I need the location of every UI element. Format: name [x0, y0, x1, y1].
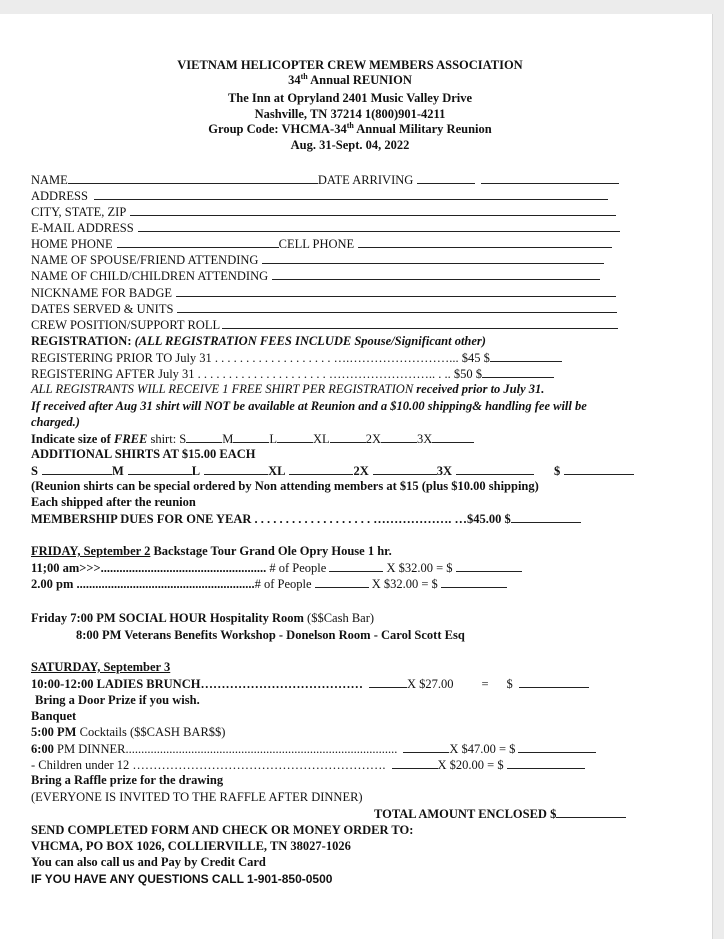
phone-row: HOME PHONE CELL PHONE	[31, 236, 612, 252]
size-2x-blank[interactable]	[381, 431, 417, 443]
credit-card-note: You can also call us and Pay by Credit Card	[31, 855, 266, 869]
cell-phone-blank[interactable]	[358, 236, 612, 248]
city-line: Nashville, TN 37214 1(800)901-4211	[254, 107, 446, 121]
raffle-prize-note: Bring a Raffle prize for the drawing	[31, 773, 224, 787]
crew-position-row: CREW POSITION/SUPPORT ROLL	[31, 317, 618, 333]
dinner-total-blank[interactable]	[518, 741, 596, 753]
tour-1100-total-blank[interactable]	[456, 560, 522, 572]
each-shipped-note: Each shipped after the reunion	[31, 495, 196, 509]
questions-note: IF YOU HAVE ANY QUESTIONS CALL 1-901-850-0500	[31, 872, 333, 886]
city-blank[interactable]	[130, 204, 616, 216]
cocktails-row: 5:00 PM Cocktails ($$CASH BAR$$)	[31, 725, 226, 739]
date-arriving-blank-2[interactable]	[481, 172, 619, 184]
home-phone-blank[interactable]	[117, 236, 279, 248]
add-2x-blank[interactable]	[373, 463, 437, 475]
free-shirt-size-row: Indicate size of FREE shirt: S M L XL 2X 3X	[31, 431, 474, 447]
membership-dues-row: MEMBERSHIP DUES FOR ONE YEAR . . . . . . . . . . . . . . . . . . . ………………. …$45.00 $	[31, 511, 581, 527]
address-blank[interactable]	[94, 188, 608, 200]
special-order-note: (Reunion shirts can be special ordered by Non attending members at $15 (plus $10.00 shipping)	[31, 479, 539, 493]
name-blank[interactable]	[68, 172, 318, 184]
city-row: CITY, STATE, ZIP	[31, 204, 616, 220]
register-prior-row: REGISTERING PRIOR TO July 31 . . . . . . . . . . . . . . . . . . . ….……………………... $45 $	[31, 350, 562, 366]
total-enclosed-row: TOTAL AMOUNT ENCLOSED $	[374, 806, 626, 822]
dinner-qty-blank[interactable]	[403, 741, 449, 753]
total-enclosed-blank[interactable]	[556, 806, 626, 818]
banquet-title: Banquet	[31, 709, 77, 723]
group-code-line: Group Code: VHCMA-34th Annual Military Reunion	[208, 120, 492, 136]
register-after-row: REGISTERING AFTER July 31 . . . . . . . . . . . . . . . . . . . . . …………………….. . .. $50 $	[31, 366, 554, 382]
size-3x-blank[interactable]	[432, 431, 474, 443]
add-xl-blank[interactable]	[289, 463, 353, 475]
brunch-qty-blank[interactable]	[369, 676, 407, 688]
date-arriving-blank[interactable]	[417, 172, 475, 184]
add-3x-blank[interactable]	[456, 463, 534, 475]
mailing-address: VHCMA, PO BOX 1026, COLLIERVILLE, TN 38027-1026	[31, 839, 351, 853]
size-s-blank[interactable]	[186, 431, 222, 443]
children-blank[interactable]	[272, 268, 600, 280]
org-title: VIETNAM HELICOPTER CREW MEMBERS ASSOCIATION	[177, 58, 523, 72]
address-row: ADDRESS	[31, 188, 608, 204]
children-qty-blank[interactable]	[392, 757, 438, 769]
size-m-blank[interactable]	[233, 431, 269, 443]
add-l-blank[interactable]	[204, 463, 268, 475]
ladies-brunch-row: 10:00-12:00 LADIES BRUNCH………………………………… X $27.00 = $	[31, 676, 589, 692]
membership-dues-blank[interactable]	[511, 511, 581, 523]
brunch-total-blank[interactable]	[519, 676, 589, 688]
venue-line: The Inn at Opryland 2401 Music Valley Drive	[227, 91, 473, 105]
additional-shirts-row: S M L XL 2X 3X $	[31, 463, 634, 479]
registration-header: REGISTRATION: (ALL REGISTRATION FEES INCLUDE Spouse/Significant other)	[31, 334, 486, 348]
dinner-row: 6:00 PM DINNER....................................................................................... X $47.00 = $	[31, 741, 596, 757]
late-note-line-1: If received after Aug 31 shirt will NOT be available at Reunion and a $10.00 shipping& handling fee will be	[31, 399, 587, 413]
dates-served-row: DATES SERVED & UNITS	[31, 301, 617, 317]
send-instructions: SEND COMPLETED FORM AND CHECK OR MONEY ORDER TO:	[31, 823, 414, 837]
crew-position-blank[interactable]	[222, 317, 618, 329]
name-row: NAME DATE ARRIVING	[31, 172, 619, 188]
tour-200-total-blank[interactable]	[441, 576, 507, 588]
friday-social-hour: Friday 7:00 PM SOCIAL HOUR Hospitality Room ($$Cash Bar)	[31, 611, 375, 625]
email-row: E-MAIL ADDRESS	[31, 220, 620, 236]
add-s-blank[interactable]	[42, 463, 112, 475]
add-m-blank[interactable]	[128, 463, 192, 475]
children-row: NAME OF CHILD/CHILDREN ATTENDING	[31, 268, 600, 284]
dates-served-blank[interactable]	[177, 301, 617, 313]
spouse-blank[interactable]	[262, 252, 604, 264]
register-prior-blank[interactable]	[490, 350, 562, 362]
friday-tour-1100: 11;00 am>>>..................................................... # of People X $32.00 = $	[31, 560, 522, 576]
nickname-blank[interactable]	[176, 285, 616, 297]
size-xl-blank[interactable]	[330, 431, 366, 443]
size-l-blank[interactable]	[277, 431, 313, 443]
nickname-row: NICKNAME FOR BADGE	[31, 285, 616, 301]
friday-tour-200: 2.00 pm .........................................................# of People X $32.00 = $	[31, 576, 507, 592]
children-total-blank[interactable]	[507, 757, 585, 769]
dates-line: Aug. 31-Sept. 04, 2022	[290, 138, 410, 152]
additional-shirts-title: ADDITIONAL SHIRTS AT $15.00 EACH	[31, 447, 256, 461]
saturday-title: SATURDAY, September 3	[31, 660, 171, 674]
friday-title: FRIDAY, September 2 Backstage Tour Grand Ole Opry House 1 hr.	[31, 544, 392, 558]
spouse-row: NAME OF SPOUSE/FRIEND ATTENDING	[31, 252, 604, 268]
register-after-blank[interactable]	[482, 366, 554, 378]
tour-1100-people-blank[interactable]	[329, 560, 383, 572]
free-shirt-note: ALL REGISTRANTS WILL RECEIVE 1 FREE SHIRT PER REGISTRATION received prior to July 31.	[31, 382, 545, 396]
door-prize-note: Bring a Door Prize if you wish.	[35, 693, 200, 707]
raffle-invite-note: (EVERYONE IS INVITED TO THE RAFFLE AFTER DINNER)	[31, 790, 363, 804]
late-note-line-2: charged.)	[31, 415, 80, 429]
reunion-title: 34th Annual REUNION	[288, 71, 412, 87]
friday-workshop: 8:00 PM Veterans Benefits Workshop - Donelson Room - Carol Scott Esq	[76, 628, 465, 642]
tour-200-people-blank[interactable]	[315, 576, 369, 588]
add-total-blank[interactable]	[564, 463, 634, 475]
email-blank[interactable]	[138, 220, 620, 232]
children-dinner-row: - Children under 12 ……………………………………………………. X $20.00 = $	[31, 757, 585, 773]
form-page	[0, 14, 713, 939]
